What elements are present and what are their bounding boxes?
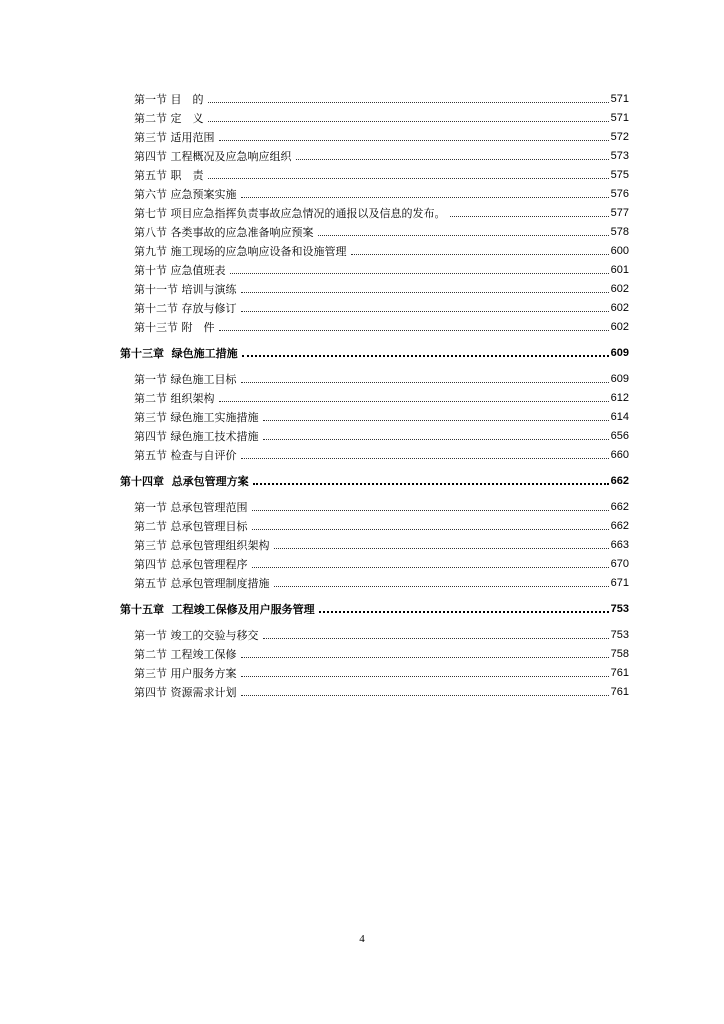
toc-entry-label: 第五节 职 责 — [134, 169, 204, 182]
toc-entry-label: 第三节 总承包管理组织架构 — [134, 539, 270, 552]
toc-section-entry[interactable] — [0, 368, 724, 386]
toc-dot-leader — [450, 216, 609, 217]
toc-dot-leader — [241, 382, 609, 383]
toc-dot-leader — [208, 178, 609, 179]
toc-entry-label: 第十三章 绿色施工措施 — [120, 347, 238, 360]
toc-dot-leader — [241, 458, 609, 459]
toc-entry-label: 第九节 施工现场的应急响应设备和设施管理 — [134, 245, 347, 258]
toc-dot-leader — [319, 611, 609, 613]
toc-entry-page: 577 — [610, 207, 629, 219]
toc-entry-label: 第十五章 工程竣工保修及用户服务管理 — [120, 603, 315, 616]
toc-section-entry[interactable] — [0, 278, 724, 296]
toc-entry-label: 第五节 检查与自评价 — [134, 449, 237, 462]
toc-entry-label: 第二节 定 义 — [134, 112, 204, 125]
toc-entry-label: 第十一节 培训与演练 — [134, 283, 237, 296]
toc-dot-leader — [242, 355, 609, 357]
toc-entry-label: 第一节 竣工的交验与移交 — [134, 629, 259, 642]
toc-entry-label: 第二节 组织架构 — [134, 392, 215, 405]
toc-entry-label: 第一节 目 的 — [134, 93, 204, 106]
toc-dot-leader — [219, 330, 609, 331]
toc-dot-leader — [263, 439, 609, 440]
toc-section-entry[interactable] — [0, 643, 724, 661]
toc-entry-label: 第三节 绿色施工实施措施 — [134, 411, 259, 424]
toc-chapter-entry[interactable] — [0, 470, 724, 488]
toc-section-entry[interactable] — [0, 107, 724, 125]
toc-entry-label: 第一节 总承包管理范围 — [134, 501, 248, 514]
toc-section-entry[interactable] — [0, 534, 724, 552]
toc-dot-leader — [252, 567, 609, 568]
toc-dot-leader — [241, 197, 609, 198]
toc-dot-leader — [208, 102, 609, 103]
toc-entry-page: 571 — [610, 112, 629, 124]
toc-section-entry[interactable] — [0, 515, 724, 533]
toc-dot-leader — [219, 140, 609, 141]
toc-entry-page: 662 — [610, 501, 629, 513]
toc-entry-page: 662 — [610, 520, 629, 532]
toc-entry-page: 609 — [610, 373, 629, 385]
toc-entry-label: 第七节 项目应急指挥负责事故应急情况的通报以及信息的发布。 — [134, 207, 446, 220]
toc-chapter-entry[interactable] — [0, 342, 724, 360]
toc-entry-label: 第一节 绿色施工目标 — [134, 373, 237, 386]
toc-section-entry[interactable] — [0, 126, 724, 144]
toc-dot-leader — [241, 657, 609, 658]
toc-entry-page: 571 — [610, 93, 629, 105]
toc-section-entry[interactable] — [0, 387, 724, 405]
toc-entry-page: 614 — [610, 411, 629, 423]
toc-dot-leader — [263, 420, 609, 421]
toc-entry-label: 第三节 用户服务方案 — [134, 667, 237, 680]
toc-dot-leader — [274, 586, 609, 587]
toc-entry-page: 660 — [610, 449, 629, 461]
toc-dot-leader — [241, 695, 609, 696]
toc-entry-page: 612 — [610, 392, 629, 404]
toc-section-entry[interactable] — [0, 662, 724, 680]
toc-dot-leader — [351, 254, 609, 255]
toc-dot-leader — [219, 401, 609, 402]
toc-section-entry[interactable] — [0, 221, 724, 239]
toc-section-entry[interactable] — [0, 297, 724, 315]
toc-entry-page: 572 — [610, 131, 629, 143]
toc-entry-page: 602 — [610, 283, 629, 295]
toc-dot-leader — [253, 483, 609, 485]
toc-entry-label: 第十节 应急值班表 — [134, 264, 226, 277]
toc-section-entry[interactable] — [0, 553, 724, 571]
toc-entry-page: 602 — [610, 321, 629, 333]
toc-section-entry[interactable] — [0, 444, 724, 462]
toc-section-entry[interactable] — [0, 425, 724, 443]
toc-entry-page: 753 — [610, 629, 629, 641]
toc-section-entry[interactable] — [0, 316, 724, 334]
toc-entry-label: 第十二节 存放与修订 — [134, 302, 237, 315]
toc-entry-page: 573 — [610, 150, 629, 162]
toc-dot-leader — [318, 235, 609, 236]
toc-dot-leader — [296, 159, 609, 160]
toc-entry-page: 578 — [610, 226, 629, 238]
toc-section-entry[interactable] — [0, 681, 724, 699]
toc-section-entry[interactable] — [0, 202, 724, 220]
toc-section-entry[interactable] — [0, 406, 724, 424]
toc-entry-page: 609 — [610, 347, 629, 359]
toc-chapter-entry[interactable] — [0, 598, 724, 616]
toc-dot-leader — [274, 548, 609, 549]
toc-entry-page: 656 — [610, 430, 629, 442]
toc-entry-label: 第三节 适用范围 — [134, 131, 215, 144]
toc-dot-leader — [241, 292, 609, 293]
toc-entry-page: 575 — [610, 169, 629, 181]
toc-entry-label: 第二节 工程竣工保修 — [134, 648, 237, 661]
toc-entry-label: 第四节 绿色施工技术措施 — [134, 430, 259, 443]
toc-entry-label: 第二节 总承包管理目标 — [134, 520, 248, 533]
toc-section-entry[interactable] — [0, 164, 724, 182]
toc-dot-leader — [241, 311, 609, 312]
toc-section-entry[interactable] — [0, 145, 724, 163]
toc-entry-label: 第五节 总承包管理制度措施 — [134, 577, 270, 590]
toc-entry-page: 576 — [610, 188, 629, 200]
toc-entry-label: 第十三节 附 件 — [134, 321, 215, 334]
toc-entry-page: 602 — [610, 302, 629, 314]
toc-entry-page: 761 — [610, 667, 629, 679]
toc-section-entry[interactable] — [0, 572, 724, 590]
toc-section-entry[interactable] — [0, 183, 724, 201]
toc-entry-page: 753 — [610, 603, 629, 615]
toc-entry-page: 600 — [610, 245, 629, 257]
toc-dot-leader — [230, 273, 609, 274]
toc-dot-leader — [252, 510, 609, 511]
toc-entry-page: 663 — [610, 539, 629, 551]
toc-section-entry[interactable] — [0, 259, 724, 277]
toc-entry-page: 670 — [610, 558, 629, 570]
toc-entry-page: 671 — [610, 577, 629, 589]
toc-section-entry[interactable] — [0, 624, 724, 642]
toc-section-entry[interactable] — [0, 240, 724, 258]
toc-entry-label: 第四节 总承包管理程序 — [134, 558, 248, 571]
toc-dot-leader — [263, 638, 609, 639]
toc-dot-leader — [208, 121, 609, 122]
toc-dot-leader — [241, 676, 609, 677]
toc-entry-label: 第八节 各类事故的应急准备响应预案 — [134, 226, 314, 239]
toc-section-entry[interactable] — [0, 496, 724, 514]
toc-entry-label: 第六节 应急预案实施 — [134, 188, 237, 201]
toc-entry-page: 761 — [610, 686, 629, 698]
page-number: 4 — [359, 933, 365, 945]
toc-entry-page: 758 — [610, 648, 629, 660]
toc-entry-page: 662 — [610, 475, 629, 487]
toc-entry-label: 第四节 工程概况及应急响应组织 — [134, 150, 292, 163]
toc-entry-label: 第四节 资源需求计划 — [134, 686, 237, 699]
toc-dot-leader — [252, 529, 609, 530]
toc-entry-page: 601 — [610, 264, 629, 276]
toc-entry-label: 第十四章 总承包管理方案 — [120, 475, 249, 488]
toc-section-entry[interactable] — [0, 88, 724, 106]
